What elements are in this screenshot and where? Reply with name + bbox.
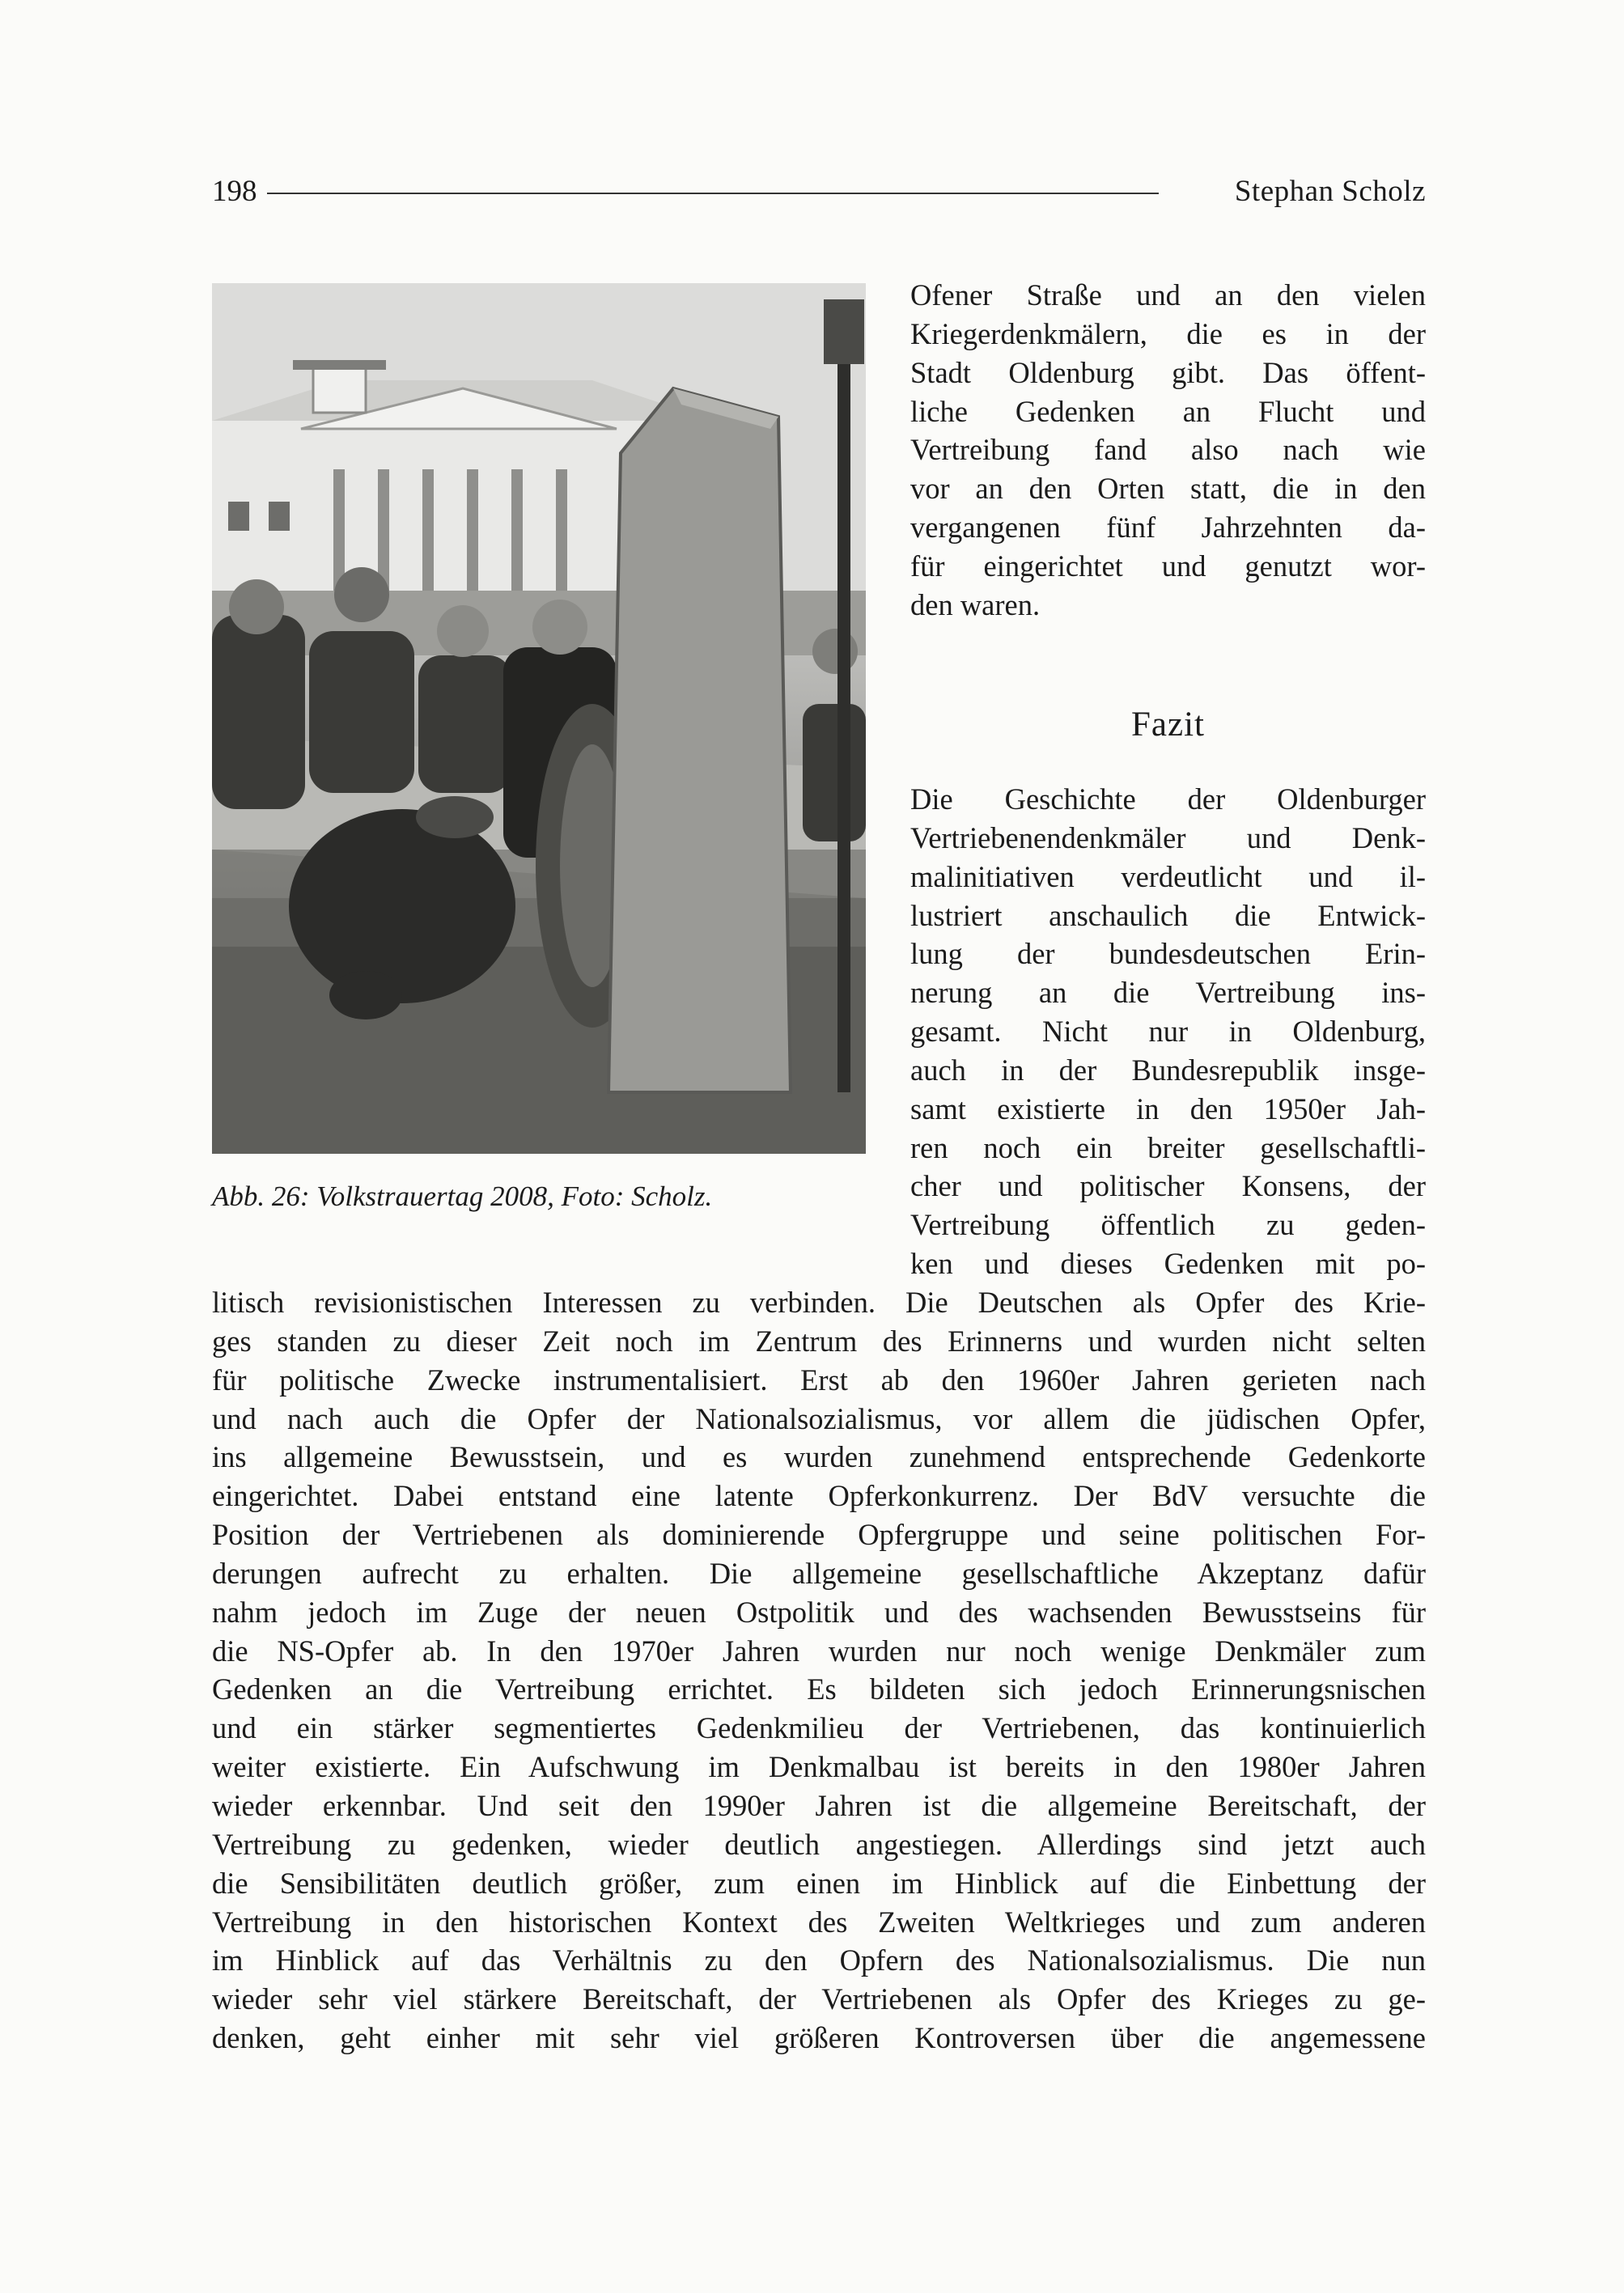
- text-line: für eingerichtet und genutzt wor-: [910, 549, 1426, 583]
- text-line: Vertreibung zu gedenken, wieder deutlich angestiegen. Allerdings sind jetzt auch: [212, 1827, 1426, 1861]
- running-header: [212, 172, 1426, 212]
- text-line: vergangenen fünf Jahrzehnten da-: [910, 511, 1426, 545]
- text-line: Vertriebenendenkmäler und Denk-: [910, 820, 1426, 854]
- photo-illustration: [212, 283, 866, 1154]
- text-line: auch in der Bundesrepublik insge-: [910, 1053, 1426, 1087]
- text-line: weiter existierte. Ein Aufschwung im Denkmalbau ist bereits in den 1980er Jahren: [212, 1750, 1426, 1784]
- text-line: derungen aufrecht zu erhalten. Die allgemeine gesellschaftliche Akzeptanz dafür: [212, 1556, 1426, 1590]
- text-line: litisch revisionistischen Interessen zu verbinden. Die Deutschen als Opfer des Krie-: [212, 1286, 1426, 1319]
- running-header-author: Stephan Scholz: [1234, 175, 1426, 208]
- text-line: cher und politischer Konsens, der: [910, 1169, 1426, 1203]
- section-paragraph-column: [910, 780, 1426, 1283]
- text-line: ken und dieses Gedenken mit po-: [910, 1247, 1426, 1281]
- page-number: 198: [212, 175, 257, 208]
- text-line: den waren.: [910, 587, 1041, 621]
- text-line: im Hinblick auf das Verhältnis zu den Opfern des Nationalsozialismus. Die nun: [212, 1943, 1426, 1977]
- text-line: lung der bundesdeutschen Erin-: [910, 937, 1426, 971]
- text-line: Ofener Straße und an den vielen: [910, 278, 1426, 312]
- text-line: nerung an die Vertreibung ins-: [910, 976, 1426, 1010]
- text-line: Die Geschichte der Oldenburger: [910, 782, 1426, 816]
- text-line: samt existierte in den 1950er Jah-: [910, 1091, 1426, 1125]
- text-line: Kriegerdenkmälern, die es in der: [910, 316, 1426, 350]
- text-line: die NS-Opfer ab. In den 1970er Jahren wurden nur noch wenige Denkmäler zum: [212, 1634, 1426, 1668]
- text-line: Position der Vertriebenen als dominierende Opfergruppe und seine politischen For-: [212, 1518, 1426, 1552]
- memorial-photograph: [212, 283, 866, 1154]
- text-line: eingerichtet. Dabei entstand eine latente Opferkonkurrenz. Der BdV versuchte die: [212, 1479, 1426, 1513]
- text-line: liche Gedenken an Flucht und: [910, 394, 1426, 428]
- column-paragraph: [910, 276, 1426, 625]
- text-line: wieder erkennbar. Und seit den 1990er Jahren ist die allgemeine Bereitschaft, der: [212, 1788, 1426, 1822]
- header-rule: [267, 193, 1159, 194]
- text-line: Gedenken an die Vertreibung errichtet. Es bildeten sich jedoch Erinnerungsnischen: [212, 1672, 1426, 1706]
- text-line: ren noch ein breiter gesellschaftli-: [910, 1130, 1426, 1164]
- text-line: die Sensibilitäten deutlich größer, zum einen im Hinblick auf die Einbettung der: [212, 1866, 1426, 1900]
- text-line: denken, geht einher mit sehr viel größeren Kontroversen über die angemessene: [212, 2021, 1426, 2055]
- text-line: nahm jedoch im Zuge der neuen Ostpolitik und des wachsenden Bewusstseins für: [212, 1595, 1426, 1629]
- text-line: für politische Zwecke instrumentalisiert. Erst ab den 1960er Jahren gerieten nach: [212, 1363, 1426, 1397]
- text-line: und nach auch die Opfer der Nationalsozialismus, vor allem die jüdischen Opfer,: [212, 1401, 1426, 1435]
- text-line: vor an den Orten statt, die in den: [910, 472, 1426, 506]
- text-line: lustriert anschaulich die Entwick-: [910, 898, 1426, 932]
- text-line: gesamt. Nicht nur in Oldenburg,: [910, 1015, 1426, 1049]
- text-line: Stadt Oldenburg gibt. Das öffent-: [910, 355, 1426, 389]
- text-line: Vertreibung fand also nach wie: [910, 433, 1426, 467]
- text-line: malinitiativen verdeutlicht und il-: [910, 859, 1426, 893]
- text-line: und ein stärker segmentiertes Gedenkmilieu der Vertriebenen, das kontinuierlich: [212, 1711, 1426, 1745]
- figure-caption: Abb. 26: Volkstrauertag 2008, Foto: Scholz.: [212, 1180, 713, 1212]
- section-heading: Fazit: [1131, 706, 1205, 744]
- text-line: ges standen zu dieser Zeit noch im Zentrum des Erinnerns und wurden nicht selten: [212, 1324, 1426, 1358]
- text-line: ins allgemeine Bewusstsein, und es wurden zunehmend entsprechende Gedenkorte: [212, 1440, 1426, 1474]
- text-line: Vertreibung in den historischen Kontext des Zweiten Weltkrieges und zum anderen: [212, 1905, 1426, 1939]
- text-line: wieder sehr viel stärkere Bereitschaft, der Vertriebenen als Opfer des Krieges zu ge-: [212, 1982, 1426, 2016]
- text-line: Vertreibung öffentlich zu geden-: [910, 1208, 1426, 1242]
- section-paragraph-full-width: [212, 1283, 1426, 2058]
